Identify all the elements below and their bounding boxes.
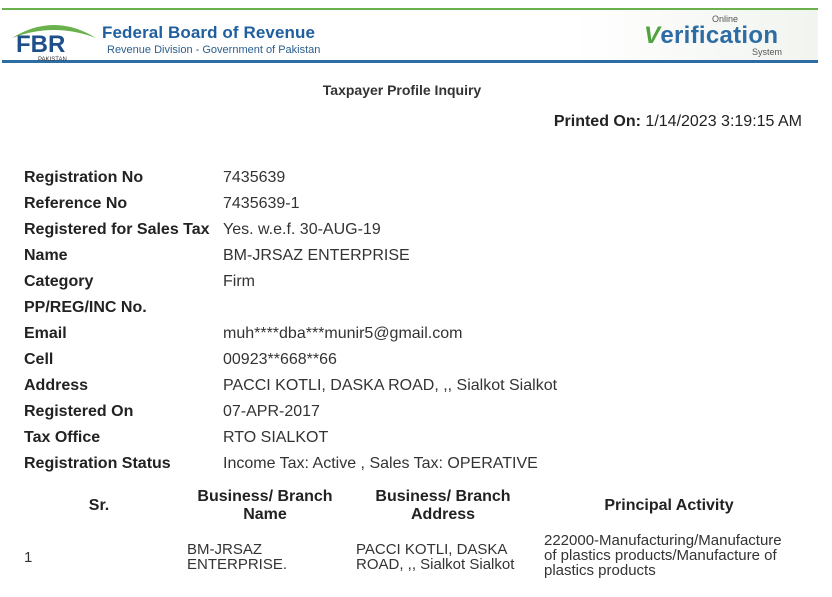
site-header [2, 8, 818, 63]
fbr-logo-subtext: PAKISTAN [38, 57, 67, 62]
business-table-header [24, 486, 814, 530]
row-branch-address: PACCI KOTLI, DASKA ROAD, ,, Sialkot Sialkot [356, 541, 515, 573]
profile-label: Registered for Sales Tax [24, 221, 210, 238]
profile-value: 00923**668**66 [223, 351, 337, 368]
printed-on-label: Printed On: [553, 113, 641, 130]
online-verification-logo [644, 12, 804, 58]
profile-label: PP/REG/INC No. [24, 299, 147, 316]
profile-label: Tax Office [24, 429, 101, 446]
fbr-logo-text: FBR [16, 31, 66, 58]
row-branch-name: BM-JRSAZ ENTERPRISE. [187, 541, 288, 573]
business-branch-table [24, 486, 814, 590]
ov-main-text [644, 22, 778, 50]
profile-value: Income Tax: Active , Sales Tax: OPERATIVE [223, 455, 538, 472]
profile-label: Registration Status [24, 455, 171, 472]
profile-label: Email [24, 325, 67, 342]
profile-value: 7435639-1 [223, 195, 300, 212]
ov-v-letter: V [644, 22, 661, 49]
ov-system-text: System [752, 47, 783, 57]
profile-value: muh****dba***munir5@gmail.com [223, 325, 463, 342]
profile-label: Reference No [24, 195, 128, 212]
page-title: Taxpayer Profile Inquiry [322, 82, 482, 98]
profile-value: 7435639 [223, 169, 286, 186]
fbr-title: Federal Board of Revenue [102, 23, 316, 42]
profile-label: Category [24, 273, 94, 290]
fbr-subtitle: Revenue Division - Government of Pakistan [107, 44, 321, 56]
profile-label: Registration No [24, 169, 144, 186]
fbr-logo [8, 16, 100, 62]
profile-value: Yes. w.e.f. 30-AUG-19 [223, 221, 381, 238]
header-principal-activity: Principal Activity [604, 497, 734, 514]
profile-label: Address [24, 377, 89, 394]
row-principal-activity: 222000-Manufacturing/Manufacture of plastics products/Manufacture of plastics products [544, 532, 782, 579]
header-branch-address: Business/ Branch Address [375, 488, 511, 523]
ov-rest-text: erification [660, 22, 779, 49]
printed-on-value: 1/14/2023 3:19:15 AM [645, 113, 802, 130]
profile-value: 07-APR-2017 [223, 403, 320, 420]
profile-value: RTO SIALKOT [223, 429, 329, 446]
profile-label: Registered On [24, 403, 134, 420]
table-row [24, 530, 814, 590]
ov-online-text: Online [712, 14, 739, 24]
printed-on [554, 113, 802, 131]
profile-label: Name [24, 247, 68, 264]
profile-value: Firm [223, 273, 255, 290]
profile-value: BM-JRSAZ ENTERPRISE [223, 247, 410, 264]
profile-label: Cell [24, 351, 54, 368]
header-sr: Sr. [88, 497, 110, 514]
row-sr: 1 [24, 549, 33, 566]
header-branch-name: Business/ Branch Name [197, 488, 333, 523]
profile-value: PACCI KOTLI, DASKA ROAD, ,, Sialkot Sialkot [223, 377, 558, 394]
